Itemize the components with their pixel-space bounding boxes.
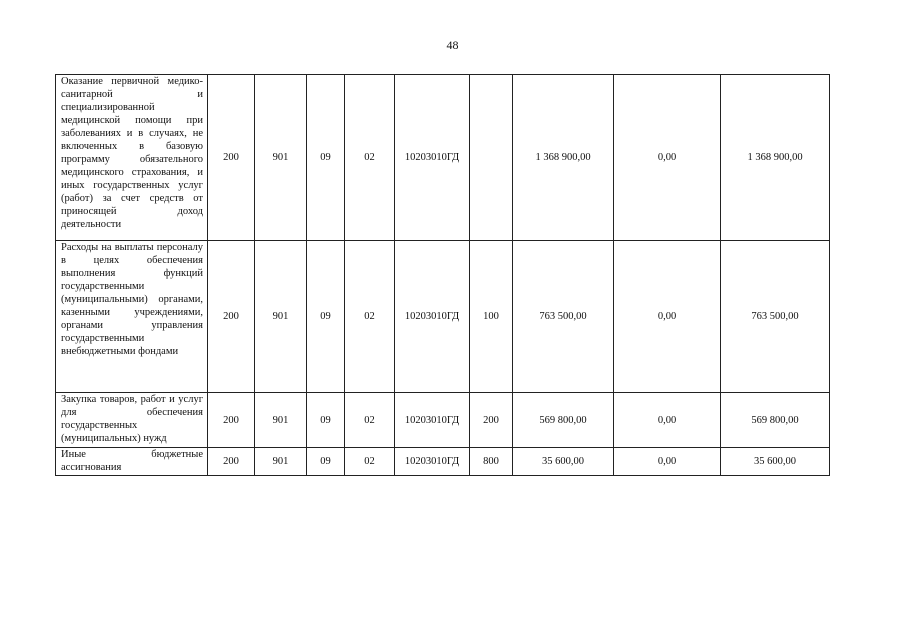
cell-type: 800 <box>470 448 513 476</box>
budget-table <box>55 74 830 476</box>
cell-amount1: 569 800,00 <box>513 393 614 448</box>
table-row <box>56 75 830 241</box>
cell-c3: 09 <box>307 393 345 448</box>
cell-c1: 200 <box>208 241 255 393</box>
table-row <box>56 393 830 448</box>
cell-amount2: 0,00 <box>614 393 721 448</box>
cell-code: 10203010ГД <box>395 393 470 448</box>
cell-c1: 200 <box>208 75 255 241</box>
cell-code: 10203010ГД <box>395 448 470 476</box>
table-row <box>56 241 830 393</box>
cell-amount3: 569 800,00 <box>721 393 830 448</box>
cell-c4: 02 <box>345 75 395 241</box>
cell-amount2: 0,00 <box>614 241 721 393</box>
cell-c2: 901 <box>255 393 307 448</box>
cell-amount2: 0,00 <box>614 75 721 241</box>
cell-amount2: 0,00 <box>614 448 721 476</box>
cell-amount1: 35 600,00 <box>513 448 614 476</box>
cell-c3: 09 <box>307 448 345 476</box>
cell-code: 10203010ГД <box>395 75 470 241</box>
row-description: Оказание первичной медико-санитарной и специализированной медицинской помощи при заболеваниях и в случаях, не включенных в базовую программу обязательного медицинского страхования, и иных государственных услуг (работ) за счет средств от приносящей доход деятельности <box>56 75 208 241</box>
row-description: Закупка товаров, работ и услуг для обеспечения государственных (муниципальных) нужд <box>56 393 208 448</box>
cell-c3: 09 <box>307 241 345 393</box>
cell-type <box>470 75 513 241</box>
cell-amount1: 763 500,00 <box>513 241 614 393</box>
table-row <box>56 448 830 476</box>
cell-c4: 02 <box>345 393 395 448</box>
cell-c1: 200 <box>208 393 255 448</box>
cell-amount3: 35 600,00 <box>721 448 830 476</box>
cell-code: 10203010ГД <box>395 241 470 393</box>
cell-c1: 200 <box>208 448 255 476</box>
page-number: 48 <box>446 38 459 52</box>
cell-c2: 901 <box>255 241 307 393</box>
cell-c4: 02 <box>345 448 395 476</box>
cell-amount3: 1 368 900,00 <box>721 75 830 241</box>
cell-c2: 901 <box>255 448 307 476</box>
cell-c4: 02 <box>345 241 395 393</box>
cell-type: 200 <box>470 393 513 448</box>
cell-c3: 09 <box>307 75 345 241</box>
cell-amount3: 763 500,00 <box>721 241 830 393</box>
cell-type: 100 <box>470 241 513 393</box>
cell-amount1: 1 368 900,00 <box>513 75 614 241</box>
cell-c2: 901 <box>255 75 307 241</box>
row-description: Расходы на выплаты персоналу в целях обеспечения выполнения функций государственными (муниципальными) органами, казенными учреждениями, органами управления государственными внебюджетными фондами <box>56 241 208 393</box>
row-description: Иные бюджетные ассигнования <box>56 448 208 476</box>
